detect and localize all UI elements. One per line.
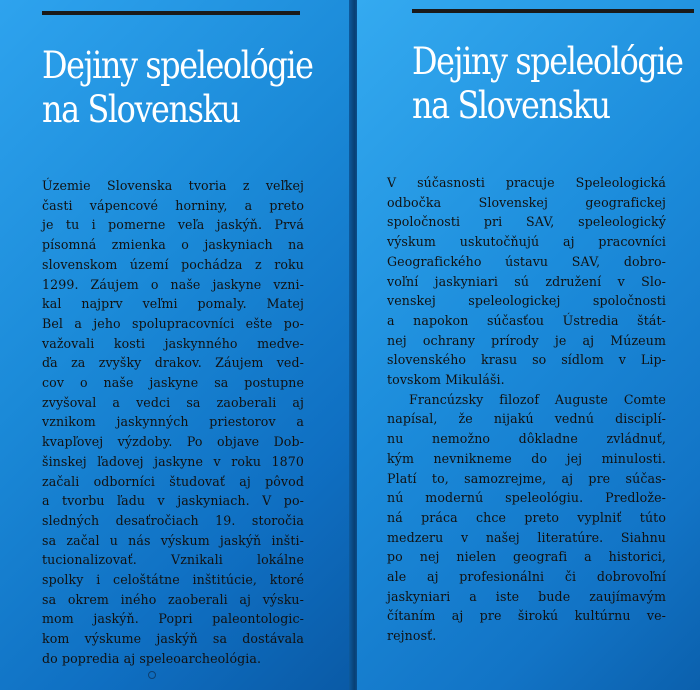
text-line: voľní jaskyniari sú združení v Slo- — [387, 273, 666, 289]
text-line: odbočka Slovenskej geografickej — [387, 194, 666, 210]
text-line: jaskyniari a iste bude zaujímavým — [387, 588, 666, 604]
text-line: cov o naše jaskyne sa postupne — [42, 375, 304, 391]
text-line: nú modernú speleológiu. Predlože- — [387, 490, 666, 506]
text-line: ná práca chce preto vyplniť túto — [387, 509, 666, 525]
text-line: slovenského krasu so sídlom v Lip- — [387, 352, 666, 368]
text-line: výskum uskutočňujú aj pracovníci — [387, 234, 666, 250]
text-line: rejnosť. — [387, 628, 437, 644]
text-line: spoločnosti pri SAV, speleologický — [387, 214, 666, 230]
page-mark-dot — [148, 671, 156, 679]
left-body-text — [42, 176, 304, 669]
text-line: do popredia aj speleoarcheológia. — [42, 650, 262, 666]
text-line: Platí to, samozrejme, aj pre súčas- — [387, 470, 666, 486]
text-line: mom jaskýň. Popri paleontologic- — [42, 611, 304, 627]
text-line: ďa za zvyšky drakov. Záujem ved- — [42, 355, 304, 371]
text-line: V súčasnosti pracuje Speleologická — [387, 175, 666, 190]
text-line: tovskom Mikuláši. — [387, 372, 505, 388]
text-line: je tu i pomerne veľa jaskýň. Prvá — [42, 217, 304, 233]
left-title-line-2: na Slovensku — [42, 88, 240, 131]
text-line: spolky i celoštátne inštitúcie, ktoré — [42, 572, 304, 588]
text-line: venskej speleologickej spoločnosti — [387, 293, 666, 309]
text-line: časti vápencové horniny, a preto — [42, 197, 304, 213]
text-line: sledných desaťročiach 19. storočia — [42, 512, 304, 528]
text-line: ale aj profesionálni či dobrovoľní — [387, 569, 666, 585]
text-line: čítaním aj pre širokú kultúrnu ve- — [387, 608, 666, 624]
text-line: tucionalizovať. Vznikali lokálne — [42, 552, 304, 568]
text-line: kom výskume jaskýň sa dostávala — [42, 631, 304, 647]
right-page — [357, 0, 700, 690]
text-line: vznikom jaskynných priestorov a — [42, 414, 304, 430]
right-top-rule — [412, 9, 694, 13]
right-title-line-2: na Slovensku — [412, 84, 610, 127]
text-line: Územie Slovenska tvoria z veľkej — [42, 178, 304, 193]
text-line: začali odborníci študovať aj pôvod — [42, 473, 304, 489]
left-page-title — [42, 44, 313, 132]
text-line: šinskej ľadovej jaskyne v roku 1870 — [42, 453, 304, 469]
text-line: a napokon súčasťou Ústredia štát- — [387, 312, 666, 328]
text-line: kým nevnikneme do jej minulosti. — [387, 450, 666, 466]
text-line: Geografického ústavu SAV, dobro- — [387, 253, 666, 269]
text-line: nej ochrany prírody je aj Múzeum — [387, 332, 666, 348]
text-line: sa okrem iného zaoberali aj výsku- — [42, 591, 304, 607]
text-line: sa začal u nás výskum jaskýň inšti- — [42, 532, 304, 548]
text-line: písomná zmienka o jaskyniach na — [42, 237, 304, 253]
text-line: medzeru v našej literatúre. Siahnu — [387, 529, 666, 545]
left-title-line-1: Dejiny speleológie — [42, 44, 313, 87]
text-line: kvapľovej výzdoby. Po objave Dob- — [42, 434, 304, 450]
text-line: a tvorbu ľadu v jaskyniach. V po- — [42, 493, 304, 509]
right-body-text — [387, 173, 666, 646]
right-page-title — [412, 40, 683, 128]
right-title-line-1: Dejiny speleológie — [412, 40, 683, 83]
text-line: 1299. Záujem o naše jaskyne vzni- — [42, 276, 304, 292]
text-line: slovenskom území pochádza z roku — [42, 256, 304, 272]
text-line: po nej nielen geografi a historici, — [387, 549, 666, 565]
text-line: Bel a jeho spolupracovníci ešte po- — [42, 315, 304, 331]
text-line: važovali kosti jaskynného medve- — [42, 335, 304, 351]
text-line: napísal, že nijakú vednú disciplí- — [387, 411, 666, 427]
text-line: kal najprv veľmi pomaly. Matej — [42, 296, 304, 312]
text-line: Francúzsky filozof Auguste Comte — [409, 391, 666, 407]
left-top-rule — [42, 11, 300, 15]
text-line: zvyšoval a vedci sa zaoberali aj — [42, 394, 304, 410]
text-line: nu nemožno dôkladne zvládnuť, — [387, 431, 666, 447]
